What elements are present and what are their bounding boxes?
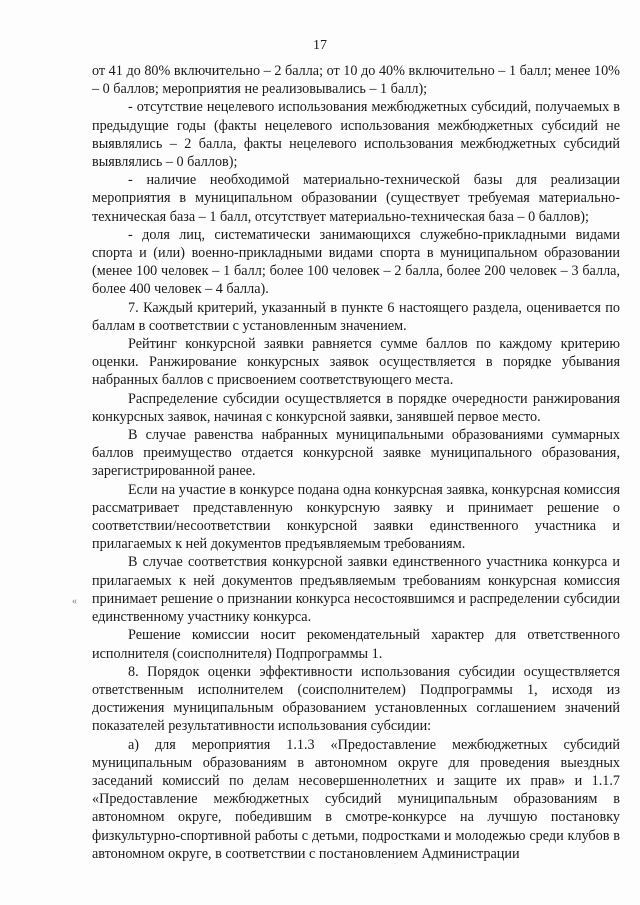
paragraph-item-8: 8. Порядок оценки эффективности использования субсидии осуществляется ответственным исполнителем (соисполнителем) Подпрограммы 1, исходя из достижения муниципальным образованием установленных соглашением значений показателей результативности использования субсидии:: [92, 663, 620, 735]
paragraph-single-application: Если на участие в конкурсе подана одна конкурсная заявка, конкурсная комиссия рассматривает представленную конкурсную заявку и принимает решение о соответствии/несоответствии конкурсной заявки единственного участника и прилагаемых к ней документов предъявляемым требованиям.: [92, 481, 620, 553]
document-body: [92, 62, 620, 863]
paragraph-commission-decision: Решение комиссии носит рекомендательный характер для ответственного исполнителя (соисполнителя) Подпрограммы 1.: [92, 627, 620, 662]
paragraph-no-misuse: - отсутствие нецелевого использования межбюджетных субсидий, получаемых в предыдущие годы (факты нецелевого использования межбюджетных субсидий не выявлялись – 2 балла, факты нецелевого использования межбюджетных субсидий выявлялись – 0 баллов);: [92, 99, 620, 171]
page-number: 17: [313, 38, 327, 53]
paragraph-distribution: Распределение субсидии осуществляется в порядке очередности ранжирования конкурсных заявок, начиная с конкурсной заявки, занявшей первое место.: [92, 390, 620, 425]
paragraph-equal-scores: В случае равенства набранных муниципальными образованиями суммарных баллов преимущество отдается конкурсной заявке муниципального образования, зарегистрированной ранее.: [92, 427, 620, 480]
paragraph-material-base: - наличие необходимой материально-технической базы для реализации мероприятия в муниципальном образовании (существует требуемая материально-техническая база – 1 балл, отсутствует материально-техническая база – 0 баллов);: [92, 172, 620, 225]
paragraph-single-participant: В случае соответствия конкурсной заявки единственного участника конкурса и прилагаемых к ней документов предъявляемым требованиям конкурсная комиссия принимает решение о признании конкурса несостоявшимся и распределении субсидии единственному участнику конкурса.: [92, 554, 620, 626]
paragraph-subitem-a: а) для мероприятия 1.1.3 «Предоставление межбюджетных субсидий муниципальным образованиям в автономном округе для проведения выездных заседаний комиссий по делам несовершеннолетних и защите их прав» и 1.1.7 «Предоставление межбюджетных субсидий муниципальным образованиям в автономном округе, победившим в смотре-конкурсе на лучшую постановку физкультурно-спортивной работы с детьми, подростками и молодежью среди клубов в автономном округе, в соответствии с постановлением Администрации: [92, 736, 620, 862]
paragraph-criteria-continuation: от 41 до 80% включительно – 2 балла; от 10 до 40% включительно – 1 балл; менее 10% – 0 баллов; мероприятия не реализовывались – 1 балл);: [92, 63, 620, 98]
margin-mark: «: [72, 596, 77, 607]
paragraph-rating: Рейтинг конкурсной заявки равняется сумме баллов по каждому критерию оценки. Ранжирование конкурсных заявок осуществляется в порядке убывания набранных баллов с присвоением соответствующего места.: [92, 336, 620, 389]
paragraph-sport-share: - доля лиц, систематически занимающихся служебно-прикладными видами спорта и (или) военно-прикладными видами спорта в муниципальном образовании (менее 100 человек – 1 балл; более 100 человек – 2 балла, более 200 человек – 3 балла, более 400 человек – 4 балла).: [92, 226, 620, 298]
paragraph-item-7: 7. Каждый критерий, указанный в пункте 6 настоящего раздела, оценивается по баллам в соответствии с установленным значением.: [92, 299, 620, 334]
